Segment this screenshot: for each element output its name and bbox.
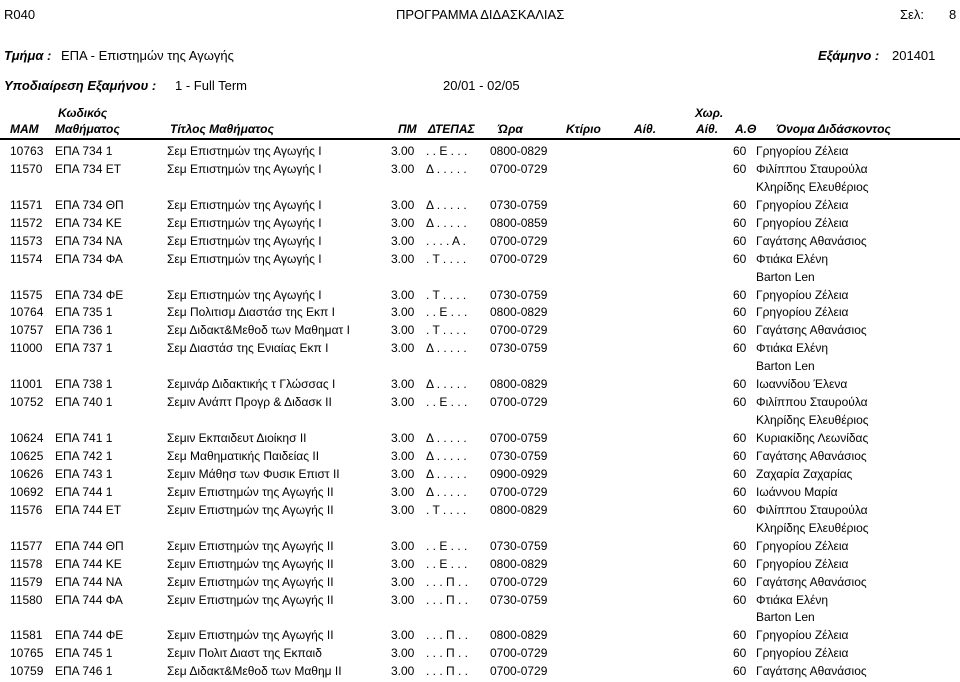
course-id: 11581 (10, 628, 43, 643)
room-capacity: 60 (733, 538, 747, 553)
table-row (0, 592, 960, 625)
course-title: Σεμ Διδακτ&Μεθοδ των Μαθημ ΙΙ (167, 664, 342, 679)
course-title: Σεμ Επιστημών της Αγωγής Ι (167, 251, 322, 266)
time-slot: 0900-0929 (490, 466, 548, 481)
instructor-name: Barton Len (756, 359, 815, 374)
room-capacity: 60 (733, 574, 747, 589)
course-title: Σεμ Επιστημών της Αγωγής Ι (167, 197, 322, 212)
course-title: Σεμ Επιστημών της Αγωγής Ι (167, 161, 322, 176)
instructor-name: Φτιάκα Ελένη (756, 251, 829, 266)
instructor-name: Γρηγορίου Ζέλεια (756, 538, 849, 553)
credits: 3.00 (391, 341, 415, 356)
course-code: ΕΠΑ 743 1 (55, 466, 113, 481)
course-title: Σεμιν Επιστημών της Αγωγής ΙΙ (167, 538, 334, 553)
instructor-name: Γρηγορίου Ζέλεια (756, 628, 849, 643)
course-id: 11580 (10, 592, 43, 607)
table-row (0, 234, 960, 252)
course-title: Σεμινάρ Διδακτικής τ Γλώσσας Ι (167, 377, 336, 392)
credits: 3.00 (391, 395, 415, 410)
course-code: ΕΠΑ 738 1 (55, 377, 113, 392)
course-code: ΕΠΑ 734 ΦΑ (55, 251, 123, 266)
credits: 3.00 (391, 502, 415, 517)
instructor-name: Κυριακίδης Λεωνίδας (756, 431, 869, 446)
room-capacity: 60 (733, 466, 747, 481)
room-capacity: 60 (733, 144, 747, 158)
course-title: Σεμιν Επιστημών της Αγωγής ΙΙ (167, 502, 334, 517)
course-title: Σεμ Επιστημών της Αγωγής Ι (167, 144, 322, 158)
table-row (0, 377, 960, 395)
table-row (0, 485, 960, 503)
instructor-name: Γρηγορίου Ζέλεια (756, 215, 849, 230)
page-number: 8 (949, 7, 957, 22)
instructor-name: Γρηγορίου Ζέλεια (756, 197, 849, 212)
instructor-name: Ζαχαρία Ζαχαρίας (756, 466, 853, 481)
course-title: Σεμ Επιστημών της Αγωγής Ι (167, 215, 322, 230)
room-capacity: 60 (733, 233, 747, 248)
table-row (0, 449, 960, 467)
course-id: 11573 (10, 233, 43, 248)
instructor-name: Ιωάννου Μαρία (756, 484, 838, 499)
table-row (0, 341, 960, 374)
col-mam: ΜΑΜ (10, 122, 39, 136)
semester-value: 201401 (892, 48, 936, 63)
days-pattern: . . . Π . . (426, 592, 469, 607)
days-pattern: Δ . . . . . (426, 197, 467, 212)
course-id: 11576 (10, 502, 43, 517)
course-id: 10759 (10, 664, 44, 679)
col-at: Α.Θ (735, 122, 757, 136)
days-pattern: Δ . . . . . (426, 466, 467, 481)
credits: 3.00 (391, 646, 415, 661)
course-code: ΕΠΑ 734 ΝΑ (55, 233, 123, 248)
credits: 3.00 (391, 556, 415, 571)
instructor-name: Κληρίδης Ελευθέριος (756, 179, 869, 194)
time-slot: 0730-0759 (490, 538, 548, 553)
course-title: Σεμιν Επιστημών της Αγωγής ΙΙ (167, 556, 334, 571)
course-code: ΕΠΑ 745 1 (55, 646, 113, 661)
subdivision-label: Υποδιαίρεση Εξαμήνου : (4, 78, 157, 93)
table-row (0, 502, 960, 535)
instructor-name: Φτιάκα Ελένη (756, 592, 829, 607)
credits: 3.00 (391, 377, 415, 392)
col-building: Κτίριο (566, 122, 601, 136)
days-pattern: Δ . . . . . (426, 377, 467, 392)
course-code: ΕΠΑ 734 ΦΕ (55, 287, 124, 302)
course-code: ΕΠΑ 735 1 (55, 305, 113, 320)
days-pattern: . . Ε . . . (426, 538, 468, 553)
credits: 3.00 (391, 538, 415, 553)
credits: 3.00 (391, 305, 415, 320)
course-code: ΕΠΑ 744 ΘΠ (55, 538, 124, 553)
course-id: 10764 (10, 305, 44, 320)
credits: 3.00 (391, 574, 415, 589)
course-title: Σεμιν Επιστημών της Αγωγής ΙΙ (167, 628, 334, 643)
room-capacity: 60 (733, 502, 747, 517)
instructor-name: Γρηγορίου Ζέλεια (756, 556, 849, 571)
days-pattern: . . . Π . . (426, 664, 469, 679)
instructor-name: Κληρίδης Ελευθέριος (756, 520, 869, 535)
credits: 3.00 (391, 251, 415, 266)
instructor-name: Γαγάτσης Αθανάσιος (756, 574, 867, 589)
course-code: ΕΠΑ 744 ΚΕ (55, 556, 122, 571)
credits: 3.00 (391, 484, 415, 499)
table-row (0, 161, 960, 194)
header-divider (0, 138, 960, 140)
room-capacity: 60 (733, 556, 747, 571)
days-pattern: . . Ε . . . (426, 305, 468, 320)
course-id: 11570 (10, 161, 43, 176)
course-code: ΕΠΑ 734 ΘΠ (55, 197, 124, 212)
course-code: ΕΠΑ 741 1 (55, 431, 113, 446)
course-id: 10763 (10, 144, 44, 158)
table-row (0, 144, 960, 162)
time-slot: 0730-0759 (490, 592, 548, 607)
course-title: Σεμ Επιστημών της Αγωγής Ι (167, 233, 322, 248)
days-pattern: Δ . . . . . (426, 448, 467, 463)
course-code: ΕΠΑ 734 ΕΤ (55, 161, 122, 176)
table-row (0, 323, 960, 341)
room-capacity: 60 (733, 323, 747, 338)
course-title: Σεμιν Επιστημών της Αγωγής ΙΙ (167, 574, 334, 589)
instructor-name: Γαγάτσης Αθανάσιος (756, 233, 867, 248)
room-capacity: 60 (733, 377, 747, 392)
course-code: ΕΠΑ 742 1 (55, 448, 113, 463)
table-row (0, 575, 960, 593)
days-pattern: . Τ . . . . (426, 502, 467, 517)
col-days: ΔΤΕΠΑΣ (428, 122, 475, 136)
course-title: Σεμιν Πολιτ Διαστ της Εκπαιδ (167, 646, 322, 661)
report-title: ΠΡΟΓΡΑΜΜΑ ΔΙΔΑΣΚΑΛΙΑΣ (396, 7, 565, 22)
course-id: 11000 (10, 341, 43, 356)
credits: 3.00 (391, 215, 415, 230)
instructor-name: Κληρίδης Ελευθέριος (756, 413, 869, 428)
days-pattern: . . Ε . . . (426, 395, 468, 410)
room-capacity: 60 (733, 251, 747, 266)
instructor-name: Φιλίππου Σταυρούλα (756, 161, 868, 176)
col-pm: ΠΜ (398, 122, 417, 136)
course-code: ΕΠΑ 736 1 (55, 323, 113, 338)
course-code: ΕΠΑ 734 1 (55, 144, 113, 158)
course-id: 11579 (10, 574, 43, 589)
course-title: Σεμιν Επιστημών της Αγωγής ΙΙ (167, 484, 334, 499)
days-pattern: . . . Π . . (426, 646, 469, 661)
days-pattern: . . . . Α . (426, 233, 467, 248)
time-slot: 0800-0859 (490, 215, 548, 230)
time-slot: 0800-0829 (490, 144, 548, 158)
instructor-name: Γρηγορίου Ζέλεια (756, 305, 849, 320)
credits: 3.00 (391, 287, 415, 302)
room-capacity: 60 (733, 592, 747, 607)
room-capacity: 60 (733, 305, 747, 320)
days-pattern: . Τ . . . . (426, 323, 467, 338)
col-instructor: Όνομα Διδάσκοντος (776, 122, 891, 136)
date-range: 20/01 - 02/05 (443, 78, 520, 93)
time-slot: 0800-0829 (490, 305, 548, 320)
course-code: ΕΠΑ 746 1 (55, 664, 113, 679)
credits: 3.00 (391, 323, 415, 338)
table-row (0, 539, 960, 557)
instructor-name: Γαγάτσης Αθανάσιος (756, 323, 867, 338)
table-row (0, 288, 960, 306)
course-id: 11578 (10, 556, 43, 571)
credits: 3.00 (391, 144, 415, 158)
instructor-name: Ιωαννίδου Έλενα (756, 377, 848, 392)
room-capacity: 60 (733, 664, 747, 679)
course-id: 10692 (10, 484, 44, 499)
room-capacity: 60 (733, 161, 747, 176)
instructor-name: Φιλίππου Σταυρούλα (756, 502, 868, 517)
time-slot: 0800-0829 (490, 556, 548, 571)
course-id: 11572 (10, 215, 43, 230)
time-slot: 0800-0829 (490, 377, 548, 392)
department-value: ΕΠΑ - Επιστημών της Αγωγής (61, 48, 234, 63)
time-slot: 0800-0829 (490, 502, 548, 517)
table-row (0, 198, 960, 216)
instructor-name: Γρηγορίου Ζέλεια (756, 646, 849, 661)
course-id: 10625 (10, 448, 44, 463)
course-title: Σεμ Μαθηματικής Παιδείας ΙΙ (167, 448, 320, 463)
course-id: 11571 (10, 197, 43, 212)
course-id: 11001 (10, 377, 43, 392)
table-row (0, 557, 960, 575)
instructor-name: Γρηγορίου Ζέλεια (756, 144, 849, 158)
course-title: Σεμ Πολιτισμ Διαστάσ της Εκπ Ι (167, 305, 335, 320)
credits: 3.00 (391, 197, 415, 212)
course-id: 10757 (10, 323, 44, 338)
course-code: ΕΠΑ 744 ΦΕ (55, 628, 124, 643)
course-code: ΕΠΑ 744 ΝΑ (55, 574, 123, 589)
table-row (0, 628, 960, 646)
credits: 3.00 (391, 161, 415, 176)
course-title: Σεμιν Εκπαιδευτ Διοίκησ ΙΙ (167, 431, 307, 446)
time-slot: 0700-0729 (490, 323, 548, 338)
table-row (0, 431, 960, 449)
table-row (0, 395, 960, 428)
room-capacity: 60 (733, 628, 747, 643)
table-row (0, 216, 960, 234)
room-capacity: 60 (733, 197, 747, 212)
course-title: Σεμιν Μάθησ των Φυσικ Επιστ ΙΙ (167, 466, 340, 481)
course-id: 11574 (10, 251, 43, 266)
col-code-line2: Μαθήματος (55, 122, 120, 136)
course-title: Σεμ Διαστάσ της Ενιαίας Εκπ Ι (167, 341, 329, 356)
credits: 3.00 (391, 448, 415, 463)
course-code: ΕΠΑ 744 ΦΑ (55, 592, 123, 607)
days-pattern: . . . Π . . (426, 574, 469, 589)
semester-label: Εξάμηνο : (818, 48, 880, 63)
days-pattern: . . Ε . . . (426, 556, 468, 571)
course-id: 11577 (10, 538, 43, 553)
time-slot: 0700-0729 (490, 574, 548, 589)
credits: 3.00 (391, 431, 415, 446)
days-pattern: Δ . . . . . (426, 341, 467, 356)
col-room: Αίθ. (634, 122, 657, 136)
col-title: Τίτλος Μαθήματος (170, 122, 274, 136)
time-slot: 0700-0729 (490, 395, 548, 410)
department-label: Τμήμα : (4, 48, 52, 63)
instructor-name: Γαγάτσης Αθανάσιος (756, 448, 867, 463)
course-code: ΕΠΑ 734 ΚΕ (55, 215, 122, 230)
subdivision-value: 1 - Full Term (175, 78, 247, 93)
time-slot: 0700-0729 (490, 233, 548, 248)
col-code-line1: Κωδικός (58, 106, 108, 120)
room-capacity: 60 (733, 448, 747, 463)
col-capacity-line2: Αίθ. (696, 122, 719, 136)
course-title: Σεμ Διδακτ&Μεθοδ των Μαθηματ Ι (167, 323, 350, 338)
col-time: Ώρα (498, 122, 523, 136)
table-row (0, 646, 960, 664)
instructor-name: Barton Len (756, 610, 815, 625)
course-code: ΕΠΑ 744 1 (55, 484, 113, 499)
days-pattern: Δ . . . . . (426, 215, 467, 230)
instructor-name: Φτιάκα Ελένη (756, 341, 829, 356)
room-capacity: 60 (733, 341, 747, 356)
time-slot: 0700-0729 (490, 251, 548, 266)
time-slot: 0730-0759 (490, 341, 548, 356)
days-pattern: . Τ . . . . (426, 287, 467, 302)
time-slot: 0730-0759 (490, 448, 548, 463)
table-row (0, 251, 960, 284)
days-pattern: Δ . . . . . (426, 431, 467, 446)
col-capacity-line1: Χωρ. (695, 106, 724, 120)
room-capacity: 60 (733, 215, 747, 230)
instructor-name: Γρηγορίου Ζέλεια (756, 287, 849, 302)
time-slot: 0700-0729 (490, 484, 548, 499)
time-slot: 0730-0759 (490, 287, 548, 302)
course-id: 10752 (10, 395, 44, 410)
course-id: 10765 (10, 646, 44, 661)
time-slot: 0700-0729 (490, 161, 548, 176)
page-label: Σελ: (900, 7, 924, 22)
instructor-name: Γαγάτσης Αθανάσιος (756, 664, 867, 679)
table-row (0, 467, 960, 485)
instructor-name: Barton Len (756, 269, 815, 284)
room-capacity: 60 (733, 431, 747, 446)
report-code: R040 (4, 7, 36, 22)
course-id: 10624 (10, 431, 44, 446)
time-slot: 0700-0759 (490, 431, 548, 446)
table-row (0, 305, 960, 323)
table-row (0, 664, 960, 682)
course-id: 10626 (10, 466, 44, 481)
credits: 3.00 (391, 628, 415, 643)
course-title: Σεμ Επιστημών της Αγωγής Ι (167, 287, 322, 302)
course-code: ΕΠΑ 737 1 (55, 341, 113, 356)
credits: 3.00 (391, 233, 415, 248)
course-title: Σεμιν Επιστημών της Αγωγής ΙΙ (167, 592, 334, 607)
room-capacity: 60 (733, 646, 747, 661)
credits: 3.00 (391, 466, 415, 481)
credits: 3.00 (391, 592, 415, 607)
course-code: ΕΠΑ 740 1 (55, 395, 113, 410)
course-id: 11575 (10, 287, 43, 302)
room-capacity: 60 (733, 395, 747, 410)
time-slot: 0800-0829 (490, 628, 548, 643)
days-pattern: Δ . . . . . (426, 161, 467, 176)
days-pattern: Δ . . . . . (426, 484, 467, 499)
course-code: ΕΠΑ 744 ΕΤ (55, 502, 122, 517)
course-title: Σεμιν Ανάπτ Προγρ & Διδασκ ΙΙ (167, 395, 332, 410)
time-slot: 0700-0729 (490, 646, 548, 661)
room-capacity: 60 (733, 484, 747, 499)
credits: 3.00 (391, 664, 415, 679)
days-pattern: . Τ . . . . (426, 251, 467, 266)
instructor-name: Φιλίππου Σταυρούλα (756, 395, 868, 410)
days-pattern: . . . Π . . (426, 628, 469, 643)
room-capacity: 60 (733, 287, 747, 302)
days-pattern: . . Ε . . . (426, 144, 468, 158)
time-slot: 0730-0759 (490, 197, 548, 212)
time-slot: 0700-0729 (490, 664, 548, 679)
